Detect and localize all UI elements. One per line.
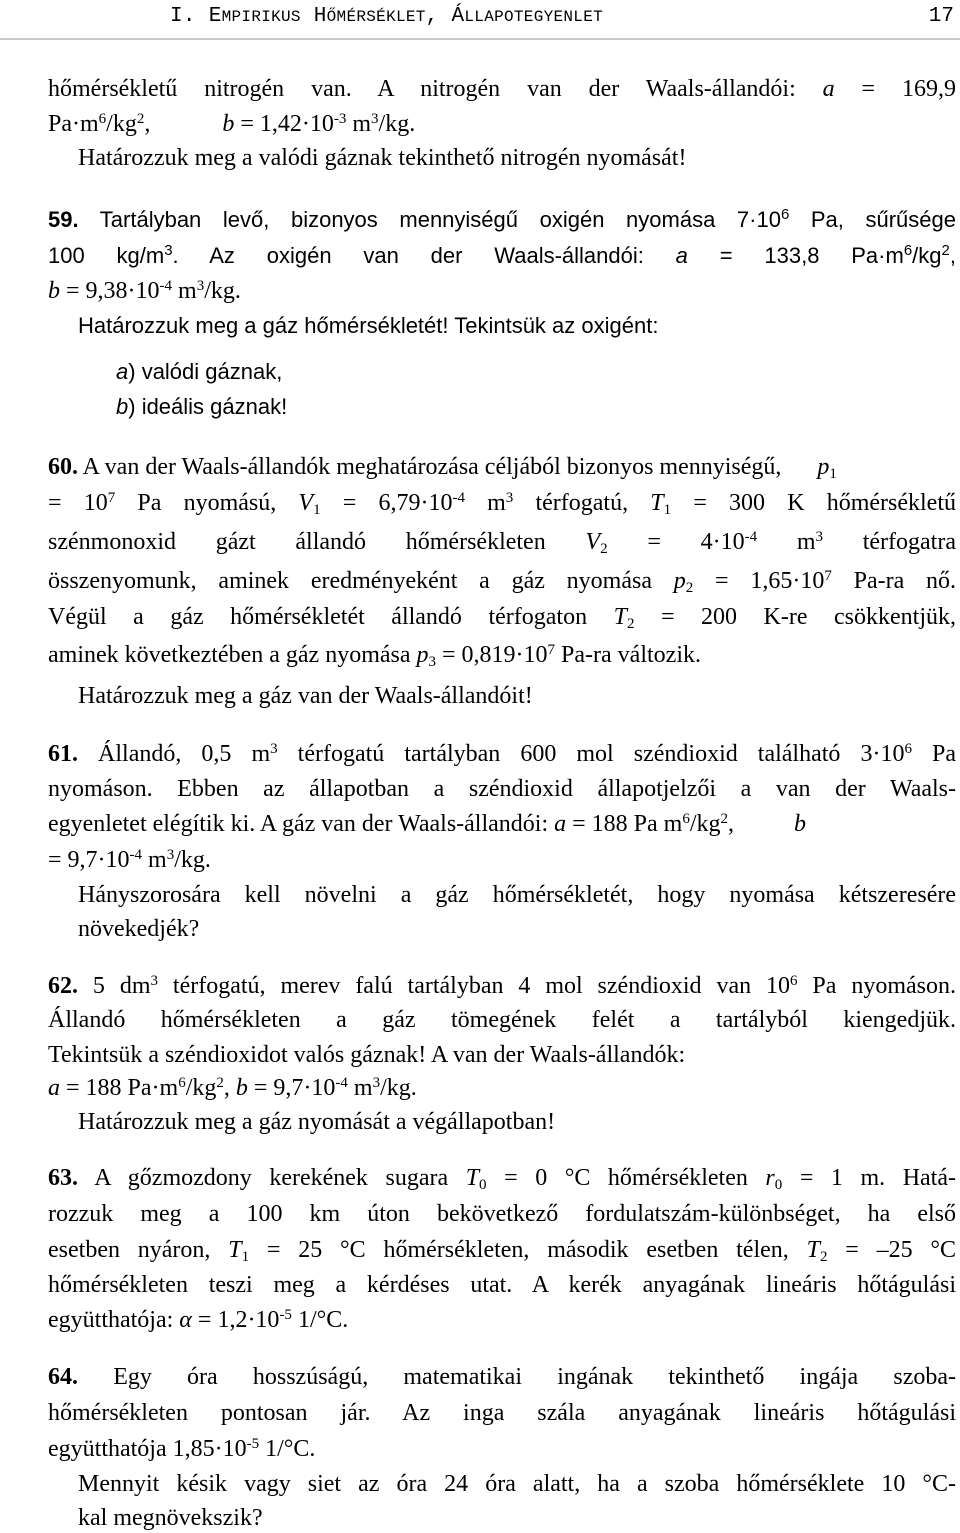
text-line: 61. Állandó, 0,5 $m^3$ térfogatú tartályban 600 mol széndioxid található $3\cdot 10^6$ Pa [48,741,956,767]
text-line: 63. A gőzmozdony kerekének sugara $T_0 = 0$ °C hőmérsékleten $r_0 = 1$ m. Hatá- [48,1165,956,1193]
text-line: szénmonoxid gázt állandó hőmérsékleten $V_2 = 4\cdot 10^{-4}$ $m^3$ térfogatra [48,529,956,557]
page-number: 17 [928,5,954,28]
text-line: Végül a gáz hőmérsékletét állandó térfogaton $T_2 = 200$ K-re csökkentjük, [48,604,956,632]
text-line: Hányszorosára kell növelni a gáz hőmérsékletét, hogy nyomása kétszeresére [78,882,956,908]
text-line: Határozzuk meg a gáz nyomását a végállapotban! [78,1109,556,1135]
text-line: Mennyit késik vagy siet az óra 24 óra alatt, ha a szoba hőmérséklete 10 °C- [78,1471,956,1497]
text-line: a = 188 $Pa\cdot m^6/kg^2$, $b = 9,7\cdot 10^{-4}$ $m^3/kg$. [48,1075,417,1101]
text-line: együtthatója: $\alpha = 1,2\cdot 10^{-5}$ 1/°C. [48,1307,349,1333]
text-line: egyenletet elégítik ki. A gáz van der Waals-állandói: a = 188 Pa $m^6/kg^2$, b [48,811,806,837]
text-line: $b = 9,38\cdot 10^{-4}$ $m^3/kg$. [48,278,241,304]
text-line: Határozzuk meg a gáz van der Waals-állandóit! [78,683,533,709]
text-line: a) valódi gáznak, [116,359,283,384]
text-line: hőmérsékleten teszi meg a kérdéses utat. A kerék anyagának lineáris hőtágulási [48,1272,956,1298]
text-line: 62. 5 $dm^3$ térfogatú, merev falú tartályban 4 mol széndioxid van $10^6$ Pa nyomáson. [48,973,956,999]
text-line: = $10^7$ Pa nyomású, $V_1 = 6,79\cdot 10^{-4}$ $m^3$ térfogatú, $T_1 = 300$ K hőmérsékletű [48,490,956,518]
text-line: 59. Tartályban levő, bizonyos mennyiségű oxigén nyomása $7\cdot 10^6$ Pa, sűrűsége [48,206,956,232]
text-line: Határozzuk meg a gáz hőmérsékletét! Tekintsük az oxigént: [78,313,659,338]
text-line: = $9,7\cdot 10^{-4}$ $m^3/kg$. [48,847,211,873]
text-line: összenyomunk, aminek eredményeként a gáz nyomása $p_2 = 1,65\cdot 10^7$ Pa-ra nő. [48,568,956,596]
text-line: hőmérsékletű nitrogén van. A nitrogén van der Waals-állandói: a = 169,9 [48,76,956,102]
text-line: $Pa\cdot m^6/kg^2$, $b = 1,42\cdot 10^{-3}$ $m^3/kg$. [48,111,416,137]
text-line: 100 $kg/m^3$. Az oxigén van der Waals-állandói: a = 133,8 $Pa\cdot m^6/kg^2$, [48,242,956,268]
text-line: nyomáson. Ebben az állapotban a széndioxid állapotjelzői a van der Waals- [48,776,956,802]
text-line: b) ideális gáznak! [116,394,288,419]
text-line: Tekintsük a széndioxidot valós gáznak! A van der Waals-állandók: [48,1042,686,1068]
text-line: 64. Egy óra hosszúságú, matematikai ingának tekinthető ingája szoba- [48,1364,956,1390]
text-line: Határozzuk meg a valódi gáznak tekinthető nitrogén nyomását! [78,145,687,171]
text-line: hőmérsékleten pontosan jár. Az inga szála anyagának lineáris hőtágulási [48,1400,956,1426]
text-line: aminek következtében a gáz nyomása $p_3 = 0,819\cdot 10^7$ Pa-ra változik. [48,642,701,670]
text-line: rozzuk meg a 100 km úton bekövetkező fordulatszám-különbséget, ha első [48,1201,956,1227]
text-line: Állandó hőmérsékleten a gáz tömegének felét a tartályból kiengedjük. [48,1007,956,1033]
text-line: esetben nyáron, $T_1 = 25$ °C hőmérsékleten, második esetben télen, $T_2 = -25$ °C [48,1237,957,1265]
text-line: együtthatója $1,85\cdot 10^{-5}$ 1/°C. [48,1436,316,1462]
text-line: kal megnövekszik? [78,1505,263,1531]
text-line: növekedjék? [78,916,200,942]
page-header [0,0,960,40]
running-title: I. EMPIRIKUS HŐMÉRSÉKLET, ÁLLAPOTEGYENLET [170,5,604,28]
text-line: 60. A van der Waals-állandók meghatározása céljából bizonyos mennyiségű, $p_1$ [48,454,837,482]
